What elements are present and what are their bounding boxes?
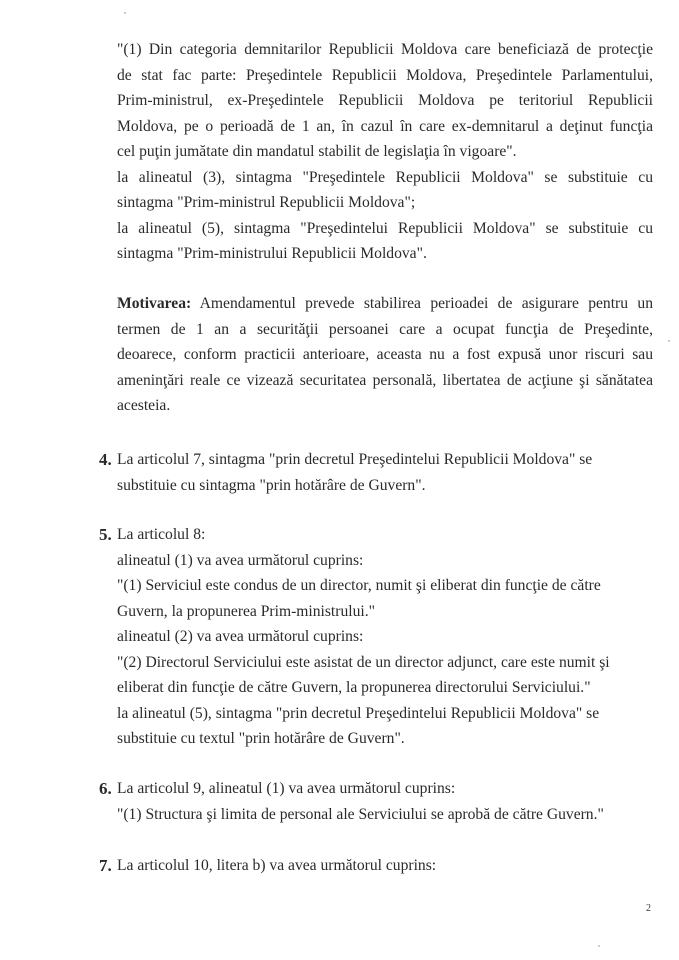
text-line: Guvern, la propunerea Prim-ministrului."	[117, 602, 375, 620]
text-line: termen de 1 an a securităţii persoanei care a ocupat funcţia de Preşedinte,	[117, 320, 653, 338]
text-line	[117, 291, 653, 317]
motivation-paragraph	[117, 291, 653, 419]
text-line: La articolul 8:	[117, 526, 206, 543]
text-line: substituie cu sintagma "prin hotărâre de Guvern".	[117, 476, 426, 494]
text-line: La articolul 10, litera b) va avea următorul cuprins:	[117, 857, 437, 874]
text-line: "(2) Directorul Serviciului este asistat de un director adjunct, care este numit şi	[117, 653, 610, 671]
text-line: ameninţări reale ce vizează securitatea personală, libertatea de acţiune şi sănătatea	[117, 371, 653, 389]
text-line: de stat fac parte: Preşedintele Republicii Moldova, Preşedintele Parlamentului,	[117, 66, 653, 84]
page-number: 2	[646, 903, 651, 914]
item-number: 6.	[99, 779, 112, 798]
scan-speck	[124, 12, 126, 14]
text-line: sintagma "Prim-ministrul Republicii Moldova";	[117, 194, 416, 211]
item-number: 4.	[99, 450, 112, 469]
motivation-first-line: Amendamentul prevede stabilirea perioadei de asigurare pentru un	[191, 295, 653, 312]
text-line: la alineatul (5), sintagma "Preşedintelui Republicii Moldova" se substituie cu	[117, 219, 653, 237]
text-line: sintagma "Prim-ministrului Republicii Moldova".	[117, 245, 427, 262]
text-line: la alineatul (3), sintagma "Preşedintele Republicii Moldova" se substituie cu	[117, 168, 653, 186]
text-line: eliberat din funcţie de către Guvern, la propunerea directorului Serviciului."	[117, 679, 591, 696]
scan-speck	[668, 340, 670, 342]
text-line: "(1) Din categoria demnitarilor Republicii Moldova care beneficiază de protecţie	[117, 41, 653, 58]
text-line: "(1) Structura şi limita de personal ale Serviciului se aprobă de către Guvern."	[117, 805, 604, 823]
text-line: deoarece, conform practicii anterioare, aceasta nu a fost expusă unor riscuri sau	[117, 346, 653, 363]
text-line: cel puţin jumătate din mandatul stabilit de legislaţia în vigoare".	[117, 143, 517, 160]
intro-paragraph	[117, 37, 653, 267]
text-line: acesteia.	[117, 397, 171, 414]
scan-speck	[598, 945, 600, 947]
item-number: 7.	[99, 856, 112, 875]
text-line: Moldova, pe o perioadă de 1 an, în cazul în care ex-demnitarul a deţinut funcţia	[117, 117, 653, 135]
motivation-label: Motivarea:	[117, 295, 192, 312]
text-line: La articolul 7, sintagma "prin decretul Preşedintelui Republicii Moldova" se	[117, 451, 593, 468]
text-line: alineatul (1) va avea următorul cuprins:	[117, 551, 364, 569]
item-number: 5.	[99, 525, 112, 544]
text-line: "(1) Serviciul este condus de un director, numit şi eliberat din funcţie de către	[117, 577, 601, 594]
text-line: la alineatul (5), sintagma "prin decretul Preşedintelui Republicii Moldova" se	[117, 704, 600, 722]
text-line: substituie cu textul "prin hotărâre de Guvern".	[117, 730, 405, 747]
text-line: alineatul (2) va avea următorul cuprins:	[117, 628, 364, 645]
text-line: Prim-ministrul, ex-Preşedintele Republicii Moldova pe teritoriul Republicii	[117, 92, 653, 109]
text-line: La articolul 9, alineatul (1) va avea următorul cuprins:	[117, 780, 456, 797]
